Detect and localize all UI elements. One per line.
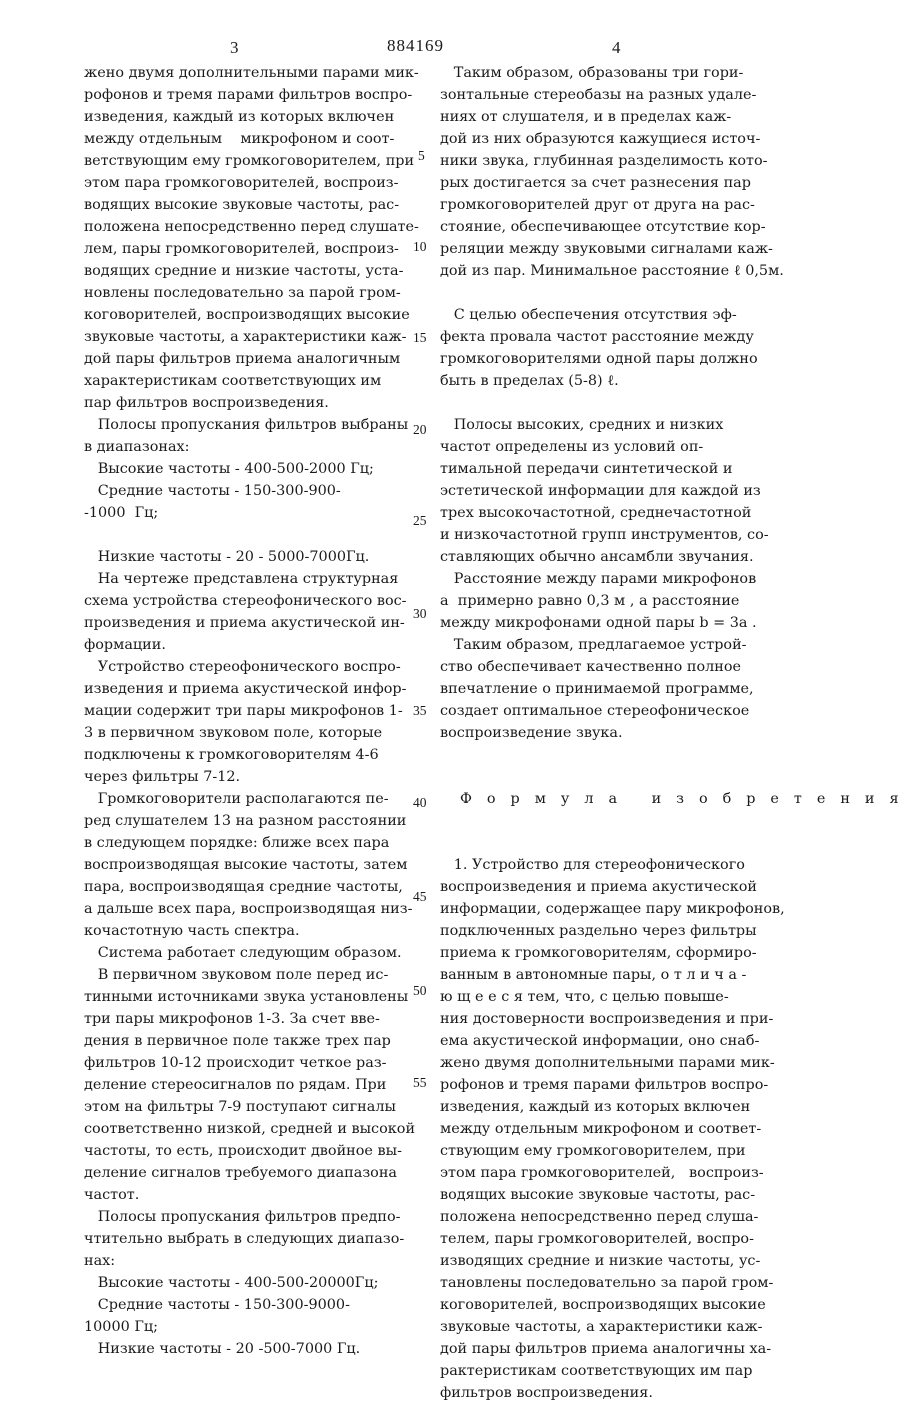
text-line: дой из пар. Минимальное расстояние ℓ 0,5м. — [440, 263, 784, 279]
text-line: громкоговорителями одной пары должно — [440, 351, 758, 367]
text-line: водящих высокие звуковые частоты, рас- — [84, 197, 400, 213]
text-line: частот определены из условий оп- — [440, 439, 704, 455]
text-line: схема устройства стереофонического вос- — [84, 593, 407, 609]
text-line: жено двумя дополнительными парами мик- — [440, 1055, 775, 1071]
text-line: три пары микрофонов 1-3. За счет вве- — [84, 1011, 380, 1027]
text-line: ниях от слушателя, и в пределах каж- — [440, 109, 732, 125]
text-line: через фильтры 7-12. — [84, 769, 241, 785]
text-line: кочастотную часть спектра. — [84, 923, 300, 939]
text-line: Высокие частоты - 400-500-20000Гц; — [84, 1275, 379, 1291]
text-line: Полосы высоких, средних и низких — [440, 417, 724, 433]
text-line: формации. — [84, 637, 166, 653]
text-line: деление сигналов требуемого диапазона — [84, 1165, 398, 1181]
text-line: ния достоверности воспроизведения и при- — [440, 1011, 774, 1027]
text-line: ветствующим ему громкоговорителем, при — [84, 153, 415, 169]
text-line: характеристикам соответствующих им — [84, 373, 382, 389]
text-line: стояние, обеспечивающее отсутствие кор- — [440, 219, 766, 235]
line-number: 25 — [413, 513, 427, 528]
text-line — [440, 282, 800, 304]
text-line: ники звука, глубинная разделимость кото- — [440, 153, 768, 169]
text-line: 3 в первичном звуковом поле, которые — [84, 725, 383, 741]
text-line: звуковые частоты, а характеристики каж- — [84, 329, 407, 345]
text-line: нах: — [84, 1253, 116, 1269]
text-line: ставляющих обычно ансамбли звучания. — [440, 549, 754, 565]
text-line: рофонов и тремя парами фильтров воспро- — [440, 1077, 769, 1093]
text-line: рофонов и тремя парами фильтров воспро- — [84, 87, 413, 103]
text-line: приема к громкоговорителям, сформиро- — [440, 945, 757, 961]
text-line: а дальше всех пара, воспроизводящая низ- — [84, 901, 413, 917]
text-line: Таким образом, образованы три гори- — [440, 65, 744, 81]
text-line: рых достигается за счет разнесения пар — [440, 175, 751, 191]
text-line: ствующим ему громкоговорителем, при — [440, 1143, 746, 1159]
text-line: Таким образом, предлагаемое устрой- — [440, 637, 747, 653]
text-line: Громкоговорители располагаются пе- — [84, 791, 389, 807]
text-line: телем, пары громкоговорителей, воспро- — [440, 1231, 754, 1247]
text-line: Полосы пропускания фильтров предпо- — [84, 1209, 401, 1225]
left-column — [84, 62, 419, 1360]
text-line: a примерно равно 0,3 м , а расстояние — [440, 593, 740, 609]
text-line: воспроизведение звука. — [440, 725, 623, 741]
text-line: ю щ е е с я тем, что, с целью повыше- — [440, 989, 729, 1005]
text-line — [440, 744, 800, 766]
line-number: 20 — [413, 422, 427, 437]
text-line: Расстояние между парами микрофонов — [440, 571, 757, 587]
text-line: изведения и приема акустической инфор- — [84, 681, 407, 697]
text-line: быть в пределах (5-8) ℓ. — [440, 373, 619, 389]
text-line: 10000 Гц; — [84, 1319, 158, 1335]
text-line: подключены к громкоговорителям 4-6 — [84, 747, 379, 763]
text-line: изведения, каждый из которых включен — [84, 109, 395, 125]
text-line: частоты, то есть, происходит двойное вы- — [84, 1143, 402, 1159]
text-line: реляции между звуковыми сигналами каж- — [440, 241, 773, 257]
text-line: В первичном звуковом поле перед ис- — [84, 967, 389, 983]
text-line: рактеристикам соответствующих им пар — [440, 1363, 753, 1379]
line-number: 10 — [413, 239, 427, 254]
page-number-right: 4 — [612, 38, 621, 57]
text-line: Низкие частоты - 20 - 5000-7000Гц. — [84, 549, 370, 565]
text-line — [440, 832, 800, 854]
text-line: этом на фильтры 7-9 поступают сигналы — [84, 1099, 396, 1115]
text-line: Устройство стереофонического воспро- — [84, 659, 401, 675]
text-line: произведения и приема акустической ин- — [84, 615, 405, 631]
text-line: лем, пары громкоговорителей, воспроиз- — [84, 241, 399, 257]
text-line: пар фильтров воспроизведения. — [84, 395, 329, 411]
text-line: ема акустической информации, оно снаб- — [440, 1033, 760, 1049]
text-line: пара, воспроизводящая средние частоты, — [84, 879, 403, 895]
text-line: ство обеспечивает качественно полное — [440, 659, 742, 675]
text-line: ред слушателем 13 на разном расстоянии — [84, 813, 407, 829]
text-line: и низкочастотной групп инструментов, со- — [440, 527, 769, 543]
text-line: 1. Устройство для стереофонического — [440, 857, 745, 873]
text-line — [440, 810, 800, 832]
text-line: создает оптимальное стереофоническое — [440, 703, 750, 719]
text-line — [440, 766, 800, 788]
line-number: 5 — [418, 148, 425, 163]
text-line: соответственно низкой, средней и высокой — [84, 1121, 416, 1137]
line-number: 35 — [413, 703, 427, 718]
text-line: Система работает следующим образом. — [84, 945, 402, 961]
text-line: С целью обеспечения отсутствия эф- — [440, 307, 737, 323]
text-line: мации содержит три пары микрофонов 1- — [84, 703, 403, 719]
line-number: 15 — [413, 330, 427, 345]
text-line: между отдельным микрофоном и соответ- — [440, 1121, 762, 1137]
line-number: 55 — [413, 1075, 427, 1090]
text-line: фекта провала частот расстояние между — [440, 329, 754, 345]
text-line: Средние частоты - 150-300-900- — [84, 483, 341, 499]
text-line: звуковые частоты, а характеристики каж- — [440, 1319, 763, 1335]
text-line: громкоговорителей друг от друга на рас- — [440, 197, 755, 213]
text-line: дения в первичное поле также трех пар — [84, 1033, 391, 1049]
text-line: изведения, каждый из которых включен — [440, 1099, 751, 1115]
text-line: этом пара громкоговорителей, воспроиз- — [84, 175, 399, 191]
text-line: этом пара громкоговорителей, воспроиз- — [440, 1165, 764, 1181]
section-heading: Ф о р м у л а и з о б р е т е н и я — [460, 791, 904, 807]
text-line: дой пары фильтров приема аналогичным — [84, 351, 401, 367]
text-line: Средние частоты - 150-300-9000- — [84, 1297, 350, 1313]
text-line: положена непосредственно перед слуша- — [440, 1209, 759, 1225]
text-line: тановлены последовательно за парой гром- — [440, 1275, 774, 1291]
text-line: чтительно выбрать в следующих диапазо- — [84, 1231, 405, 1247]
text-line: водящих высокие звуковые частоты, рас- — [440, 1187, 756, 1203]
text-line: зонтальные стереобазы на разных удале- — [440, 87, 757, 103]
text-line: дой из них образуются кажущиеся источ- — [440, 131, 761, 147]
text-line: воспроизводящая высокие частоты, затем — [84, 857, 408, 873]
text-line: жено двумя дополнительными парами мик- — [84, 65, 419, 81]
text-line: фильтров воспроизведения. — [440, 1385, 653, 1401]
text-line: дой пары фильтров приема аналогичны ха- — [440, 1341, 772, 1357]
text-line: информации, содержащее пару микрофонов, — [440, 901, 785, 917]
text-line: Низкие частоты - 20 -500-7000 Гц. — [84, 1341, 361, 1357]
text-line: коговорителей, воспроизводящих высокие — [440, 1297, 766, 1313]
line-number: 45 — [413, 889, 427, 904]
text-line: положена непосредственно перед слушате- — [84, 219, 419, 235]
text-line — [84, 524, 414, 546]
text-line — [440, 392, 800, 414]
text-line: водящих средние и низкие частоты, уста- — [84, 263, 404, 279]
text-line: Полосы пропускания фильтров выбраны — [84, 417, 409, 433]
text-line: Высокие частоты - 400-500-2000 Гц; — [84, 461, 374, 477]
text-line: между микрофонами одной пары b = 3a . — [440, 615, 757, 631]
line-number: 30 — [413, 606, 427, 621]
text-line: частот. — [84, 1187, 140, 1203]
text-line: тинными источниками звука установлены — [84, 989, 409, 1005]
text-line: воспроизведения и приема акустической — [440, 879, 757, 895]
page-number-left: 3 — [230, 38, 239, 57]
text-line: в диапазонах: — [84, 439, 190, 455]
text-line: тимальной передачи синтетической и — [440, 461, 733, 477]
text-line: ванным в автономные пары, о т л и ч а - — [440, 967, 747, 983]
text-line: впечатление о принимаемой программе, — [440, 681, 754, 697]
line-number: 50 — [413, 983, 427, 998]
text-line: трех высокочастотной, среднечастотной — [440, 505, 752, 521]
text-line: деление стереосигналов по рядам. При — [84, 1077, 387, 1093]
right-column — [440, 62, 904, 1404]
text-line: подключенных раздельно через фильтры — [440, 923, 757, 939]
text-line: коговорителей, воспроизводящих высокие — [84, 307, 410, 323]
text-line: новлены последовательно за парой гром- — [84, 285, 401, 301]
line-number: 40 — [413, 795, 427, 810]
text-line: На чертеже представлена структурная — [84, 571, 399, 587]
text-line: эстетической информации для каждой из — [440, 483, 761, 499]
patent-number: 884169 — [387, 36, 444, 55]
text-line: между отдельным микрофоном и соот- — [84, 131, 395, 147]
text-line: в следующем порядке: ближе всех пара — [84, 835, 390, 851]
text-line: фильтров 10-12 происходит четкое раз- — [84, 1055, 387, 1071]
text-line: -1000 Гц; — [84, 505, 159, 521]
text-line: изводящих средние и низкие частоты, ус- — [440, 1253, 761, 1269]
